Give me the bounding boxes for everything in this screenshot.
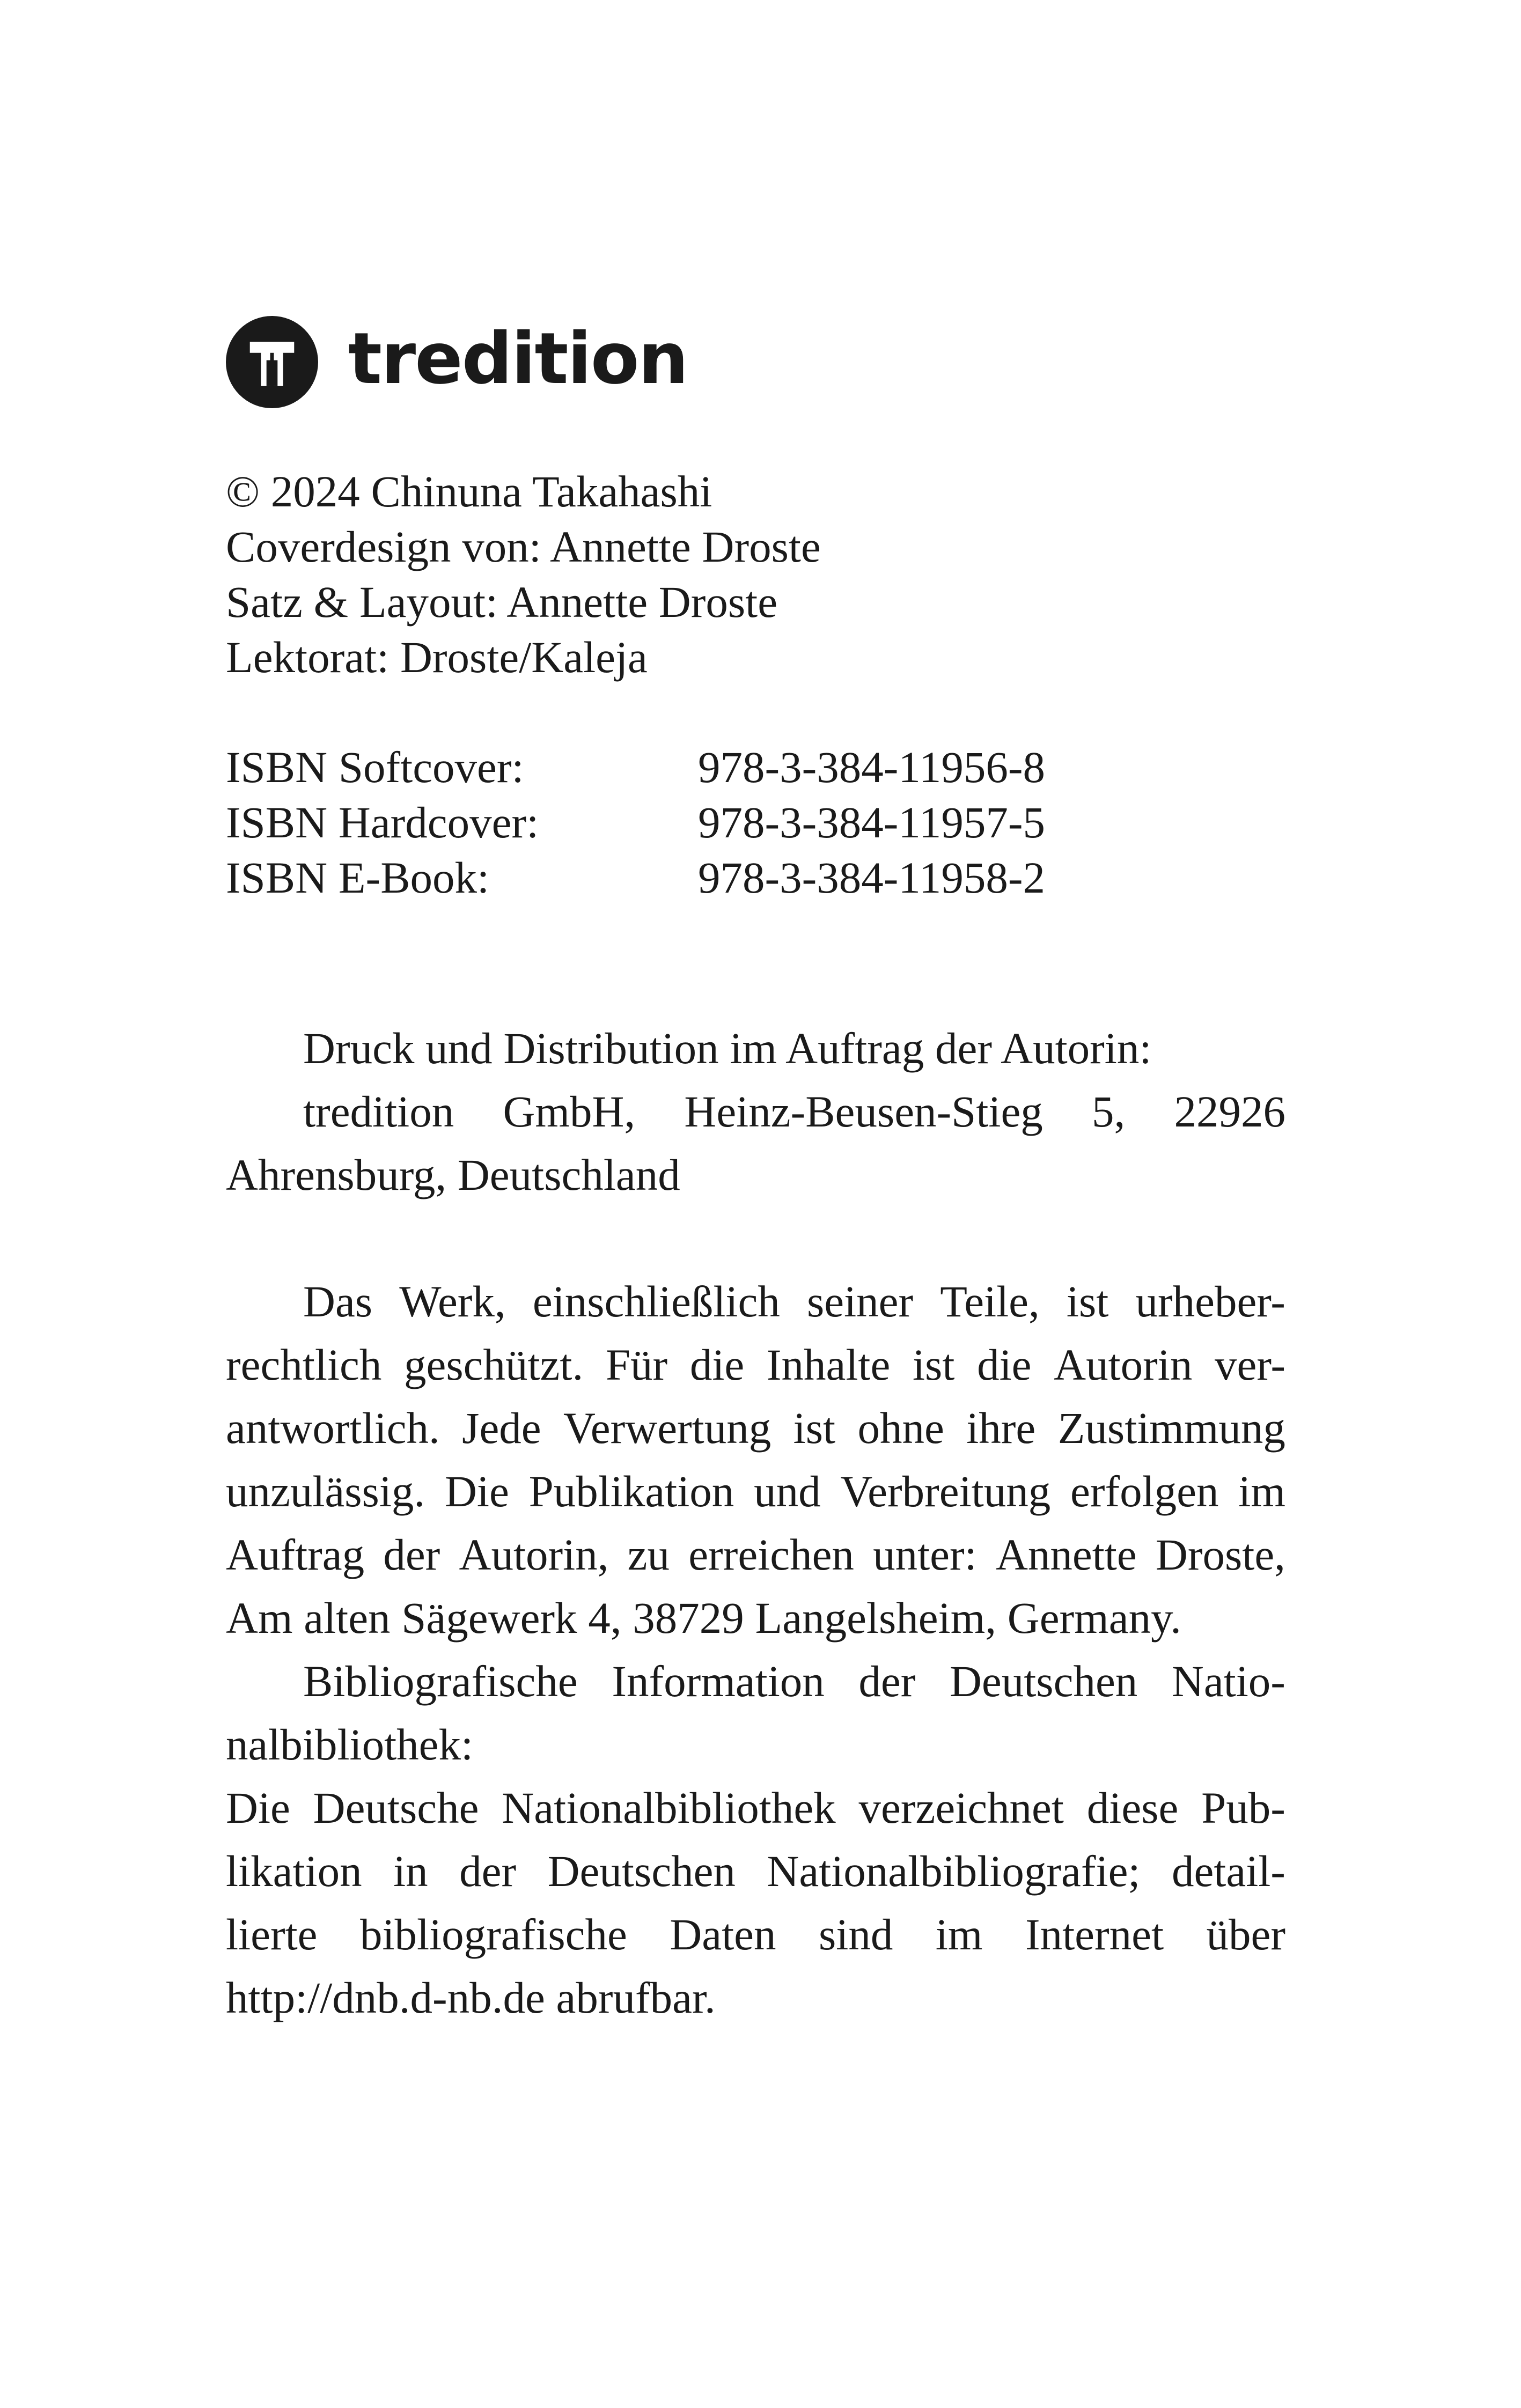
word: Bibliografische: [303, 1656, 578, 1706]
word: Verbreitung: [840, 1467, 1051, 1516]
word: zu: [627, 1530, 670, 1579]
legal-line: [226, 1333, 1285, 1396]
word: Natio-: [1171, 1656, 1285, 1706]
word: tredition: [303, 1087, 454, 1136]
word: GmbH,: [503, 1087, 636, 1136]
legal-line: [226, 1270, 1285, 1333]
publisher-logo: [226, 314, 687, 410]
isbn-row: [226, 795, 1285, 850]
word: Autorin,: [459, 1530, 609, 1579]
legal-line: Am alten Sägewerk 4, 38729 Langelsheim, Germany.: [226, 1593, 1181, 1643]
word: und: [754, 1467, 821, 1516]
word: ist: [1066, 1277, 1109, 1326]
bibliography-line: http://dnb.d-nb.de abrufbar.: [226, 1973, 716, 2022]
word: bibliografische: [359, 1910, 627, 1959]
bibliography-line: [226, 1776, 1285, 1839]
word: ihre: [966, 1403, 1036, 1453]
word: die: [977, 1340, 1032, 1389]
word: ist: [913, 1340, 955, 1389]
word: der: [858, 1656, 916, 1706]
bibliography-line: nalbibliothek:: [226, 1720, 474, 1769]
isbn-label: ISBN Hardcover:: [226, 798, 539, 847]
isbn-value: 978-3-384-11957-5: [698, 798, 1045, 847]
word: geschützt.: [404, 1340, 584, 1389]
word: einschließlich: [532, 1277, 780, 1326]
word: Nationalbibliografie;: [767, 1846, 1141, 1896]
publisher-address-end: Ahrensburg, Deutschland: [226, 1150, 680, 1199]
word: urheber-: [1135, 1277, 1285, 1326]
word: Deutschen: [547, 1846, 736, 1896]
word: Teile,: [940, 1277, 1040, 1326]
word: Annette: [995, 1530, 1137, 1579]
isbn-label: ISBN Softcover:: [226, 742, 524, 792]
word: Autorin: [1054, 1340, 1193, 1389]
isbn-value: 978-3-384-11958-2: [698, 853, 1045, 902]
publisher-address-line: [226, 1080, 1285, 1143]
word: ist: [793, 1403, 836, 1453]
word: verzeichnet: [858, 1783, 1064, 1832]
word: 5,: [1092, 1087, 1126, 1136]
word: Auftrag: [226, 1530, 365, 1579]
word: ver-: [1215, 1340, 1285, 1389]
word: seiner: [806, 1277, 914, 1326]
word: Deutsche: [313, 1783, 479, 1832]
copyright-line: © 2024 Chinuna Takahashi: [226, 467, 712, 516]
coverdesign-line: Coverdesign von: Annette Droste: [226, 522, 821, 571]
word: Das: [303, 1277, 373, 1326]
word: Inhalte: [766, 1340, 891, 1389]
word: rechtlich: [226, 1340, 382, 1389]
logo-wordmark: tredition: [348, 318, 688, 400]
word: in: [393, 1846, 428, 1896]
word: ohne: [857, 1403, 944, 1453]
word: erfolgen: [1070, 1467, 1219, 1516]
tredition-logo-icon: [226, 316, 318, 408]
legal-line: [226, 1396, 1285, 1460]
word: Pub-: [1201, 1783, 1285, 1832]
word: erreichen: [688, 1530, 854, 1579]
publisher-paragraph: [226, 1017, 1285, 1206]
legal-line: [226, 1460, 1285, 1523]
isbn-row: [226, 850, 1285, 905]
word: Publikation: [528, 1467, 734, 1516]
isbn-row: [226, 740, 1285, 795]
word: unter:: [873, 1530, 977, 1579]
word: Deutschen: [949, 1656, 1138, 1706]
layout-line: Satz & Layout: Annette Droste: [226, 577, 778, 627]
word: Für: [605, 1340, 668, 1389]
word: Die: [226, 1783, 290, 1832]
word: diese: [1086, 1783, 1179, 1832]
word: über: [1206, 1910, 1285, 1959]
word: 22926: [1174, 1087, 1285, 1136]
word: Zustimmung: [1057, 1403, 1285, 1453]
word: likation: [226, 1846, 362, 1896]
word: Nationalbibliothek: [502, 1783, 836, 1832]
legal-line: [226, 1523, 1285, 1586]
word: Verwertung: [563, 1403, 771, 1453]
bibliography-line: [226, 1649, 1285, 1713]
word: Jede: [462, 1403, 541, 1453]
word: Daten: [670, 1910, 776, 1959]
lektorat-line: Lektorat: Droste/Kaleja: [226, 632, 648, 682]
word: Internet: [1025, 1910, 1164, 1959]
word: Werk,: [399, 1277, 506, 1326]
legal-paragraph: [226, 1270, 1285, 2029]
word: antwortlich.: [226, 1403, 440, 1453]
isbn-table: [226, 740, 1285, 905]
word: der: [459, 1846, 517, 1896]
word: im: [935, 1910, 983, 1959]
word: Information: [612, 1656, 825, 1706]
credits-block: [226, 464, 821, 685]
word: lierte: [226, 1910, 318, 1959]
word: Die: [444, 1467, 509, 1516]
word: im: [1238, 1467, 1285, 1516]
bibliography-line: [226, 1839, 1285, 1903]
isbn-value: 978-3-384-11956-8: [698, 742, 1045, 792]
imprint-page: [226, 0, 1285, 2408]
word: die: [689, 1340, 745, 1389]
word: sind: [818, 1910, 893, 1959]
bibliography-line: [226, 1903, 1285, 1966]
word: Heinz-Beusen-Stieg: [684, 1087, 1043, 1136]
publisher-heading: Druck und Distribution im Auftrag der Autorin:: [303, 1023, 1152, 1073]
isbn-label: ISBN E-Book:: [226, 853, 490, 902]
word: detail-: [1171, 1846, 1285, 1896]
word: Droste,: [1155, 1530, 1285, 1579]
word: unzulässig.: [226, 1467, 425, 1516]
word: der: [383, 1530, 440, 1579]
